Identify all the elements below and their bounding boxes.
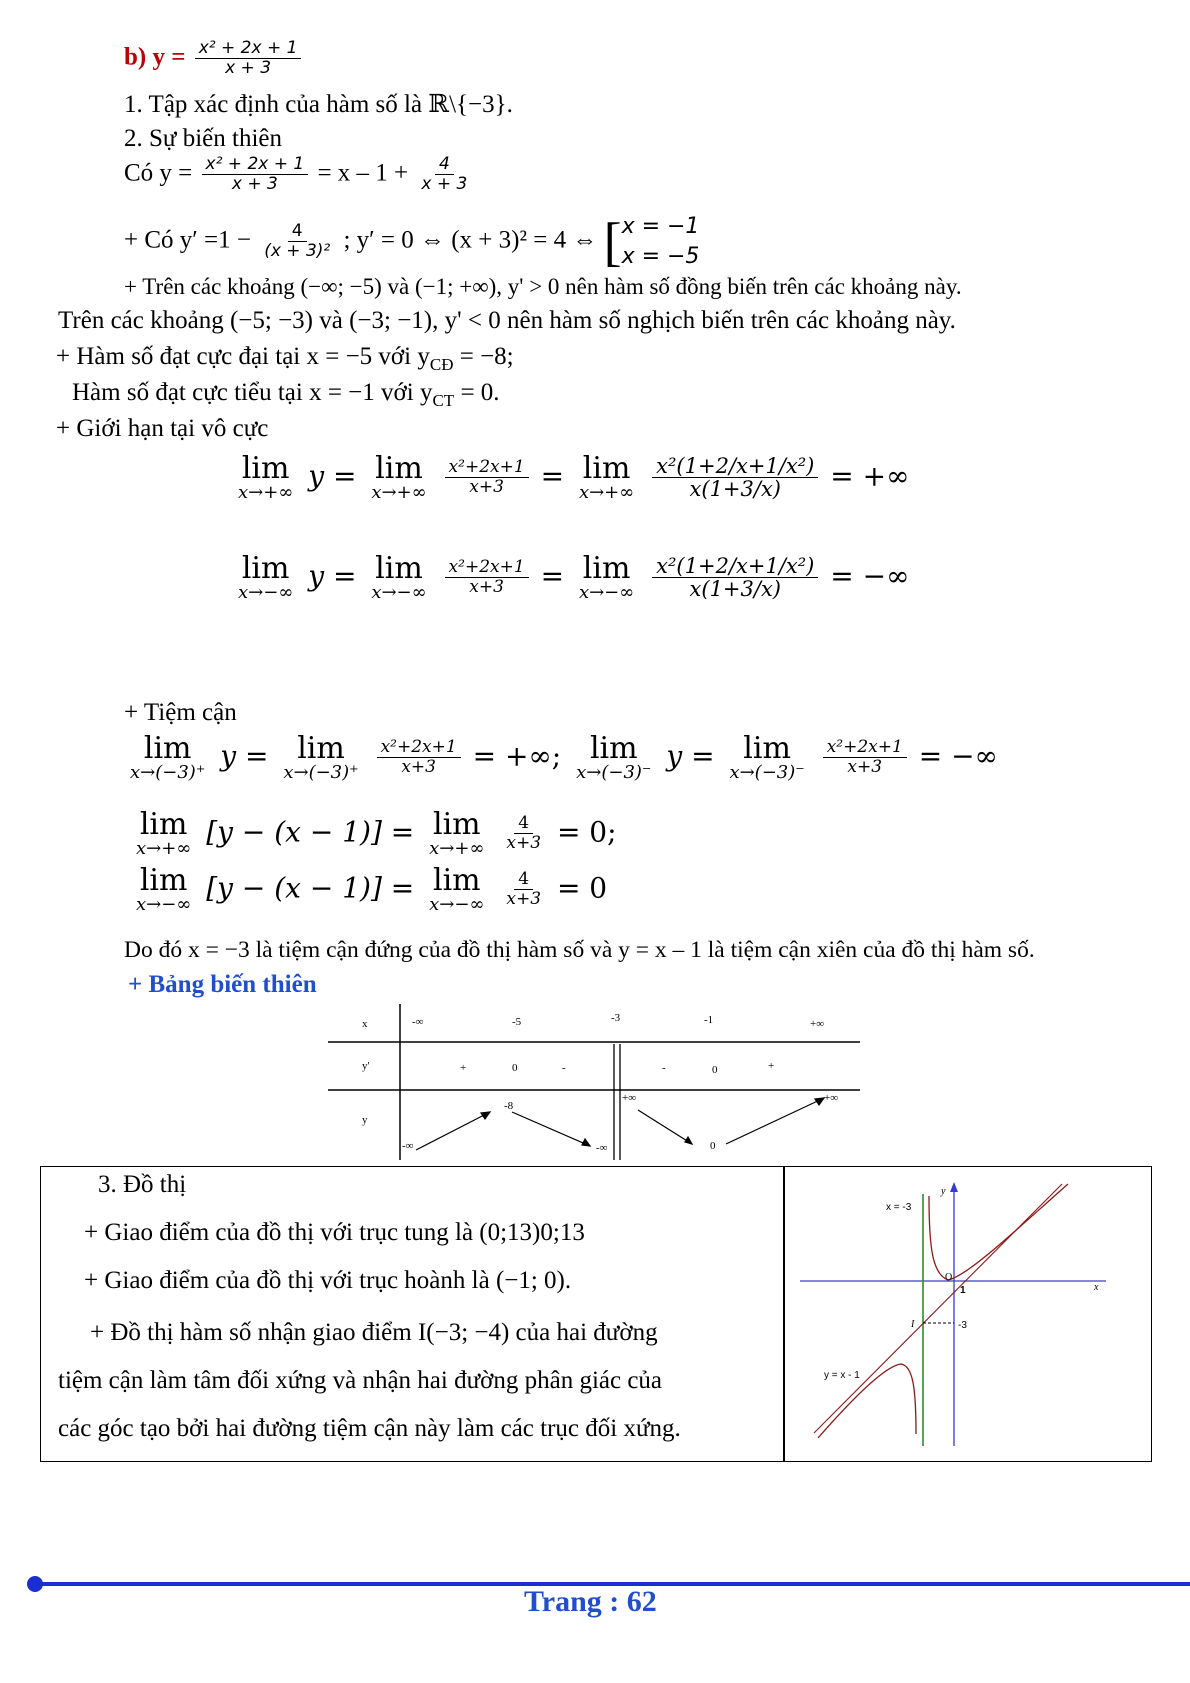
table-x-val: -1 bbox=[704, 1014, 714, 1026]
lim-eq: = bbox=[244, 739, 269, 773]
table-y-val: -∞ bbox=[596, 1142, 608, 1154]
deriv-system: [ x = −1 x = −5 bbox=[603, 212, 700, 272]
oblique-limit-pos bbox=[130, 807, 617, 859]
table-row-yprime: y' bbox=[362, 1060, 370, 1072]
table-yp-val: - bbox=[662, 1062, 666, 1074]
lim-word: lim bbox=[375, 451, 423, 486]
table-x-val: +∞ bbox=[810, 1018, 825, 1030]
deriv-rest: ; y′ = 0 ⇔ (x + 3)² = 4 ⇔ bbox=[343, 226, 598, 254]
lim-word: lim bbox=[297, 731, 345, 766]
lim-frac-num: x²+2x+1 bbox=[445, 459, 529, 478]
increasing-line: + Trên các khoảng (−∞; −5) và (−1; +∞), y' > 0 nên hàm số đồng biến trên các khoảng này. bbox=[124, 274, 962, 299]
rewrite-frac1 bbox=[202, 156, 309, 194]
lim-sub: x→(−3)⁻ bbox=[729, 762, 805, 783]
table-y-val: +∞ bbox=[824, 1092, 839, 1104]
table-yp-val: + bbox=[768, 1060, 775, 1072]
header-denominator: x + 3 bbox=[225, 57, 272, 78]
domain-line: 1. Tập xác định của hàm số là ℝ\{−3}. bbox=[124, 91, 513, 118]
lim-result: = −∞ bbox=[830, 559, 910, 593]
x-axis-label: x bbox=[1094, 1282, 1099, 1293]
lim-result: = +∞; bbox=[472, 739, 562, 773]
deriv-prefix: + Có y′ =1 − bbox=[124, 226, 251, 254]
lim-frac-num: x²+2x+1 bbox=[823, 739, 907, 758]
lim-word: lim bbox=[139, 807, 188, 842]
lim-sub: x→+∞ bbox=[238, 482, 294, 503]
table-yp-val: + bbox=[460, 1062, 467, 1074]
y-axis-arrow bbox=[950, 1182, 958, 1192]
lim-y: y bbox=[308, 459, 325, 493]
rewrite-prefix: Có y = bbox=[124, 159, 193, 187]
max-end: = −8; bbox=[453, 343, 514, 370]
lim-sub: x→−∞ bbox=[136, 894, 192, 915]
deriv-sol1: x = −1 bbox=[621, 214, 700, 239]
graph-divider bbox=[783, 1167, 785, 1461]
lim-sub: x→+∞ bbox=[136, 838, 192, 859]
table-yp-val: 0 bbox=[512, 1062, 518, 1074]
limit-pos-inf bbox=[232, 451, 910, 503]
lim-frac bbox=[445, 559, 529, 597]
lim-word: lim bbox=[582, 551, 631, 586]
rewrite-num2: 4 bbox=[435, 156, 454, 175]
lim-result: = 0; bbox=[556, 815, 617, 849]
lim-sub: x→(−3)⁺ bbox=[130, 762, 206, 783]
page-number: Trang : 62 bbox=[524, 1585, 657, 1618]
lim-result: = 0 bbox=[556, 871, 608, 905]
deriv-frac bbox=[260, 223, 334, 261]
lim-sub: x→(−3)⁺ bbox=[283, 762, 359, 783]
max-sub: CĐ bbox=[429, 355, 454, 374]
part-b-header bbox=[124, 40, 304, 78]
rewrite-den2: x + 3 bbox=[421, 173, 468, 194]
lim-result: = +∞ bbox=[830, 459, 910, 493]
four-num: 4 bbox=[514, 871, 533, 890]
decreasing-line: Trên các khoảng (−5; −3) và (−3; −1), y' < 0 nên hàm số nghịch biến trên các khoảng này. bbox=[58, 307, 956, 334]
variation-table-heading: + Bảng biến thiên bbox=[128, 971, 317, 998]
max-line bbox=[56, 342, 514, 380]
lim-word: lim bbox=[432, 863, 481, 898]
lim-sub: x→−∞ bbox=[371, 582, 427, 603]
lim-frac-den: x+3 bbox=[506, 889, 542, 910]
lim-eq: = bbox=[540, 459, 565, 493]
table-row-y: y bbox=[362, 1114, 368, 1126]
lim-fact-num: x²(1+2/x+1/x²) bbox=[652, 555, 818, 578]
lim-eq: = bbox=[332, 559, 357, 593]
lim-eq: = bbox=[390, 815, 415, 849]
asymptote-conclusion: Do đó x = −3 là tiệm cận đứng của đồ thị hàm số và y = x – 1 là tiệm cận xiên của đồ thị hàm số. bbox=[124, 937, 1035, 963]
lim-word: lim bbox=[241, 551, 290, 586]
lim-frac bbox=[823, 739, 907, 777]
lim-fact-frac bbox=[652, 455, 818, 501]
table-y-val: -8 bbox=[504, 1100, 514, 1112]
center-label: I bbox=[911, 1319, 915, 1330]
rewrite-mid: = x – 1 + bbox=[317, 159, 409, 187]
lim-word: lim bbox=[139, 863, 188, 898]
min-text: Hàm số đạt cực tiểu tại x = −1 với y bbox=[72, 379, 433, 406]
limit-heading: + Giới hạn tại vô cực bbox=[56, 415, 269, 442]
graph-title: 3. Đồ thị bbox=[98, 1171, 187, 1198]
table-y-val: 0 bbox=[710, 1140, 716, 1152]
lim-sub: x→−∞ bbox=[578, 582, 635, 603]
lim-frac-den: x+3 bbox=[506, 833, 542, 854]
lim-eq: = bbox=[390, 871, 415, 905]
lim-fact-den: x(1+3/x) bbox=[689, 476, 781, 501]
symmetry-line-1: + Đồ thị hàm số nhận giao điểm I(−3; −4) của hai đường bbox=[90, 1319, 658, 1346]
lim-y: y bbox=[666, 739, 683, 773]
limit-neg-inf bbox=[232, 551, 910, 603]
lim-word: lim bbox=[582, 451, 631, 486]
oblique-asymptote bbox=[814, 1184, 1062, 1433]
lim-sub: x→(−3)⁻ bbox=[576, 762, 652, 783]
oblique-expr: [y − (x − 1)] bbox=[206, 815, 382, 849]
function-graph bbox=[798, 1176, 1110, 1448]
deriv-den: (x + 3)² bbox=[264, 241, 331, 262]
min-sub: CT bbox=[432, 391, 455, 410]
lim-eq: = bbox=[332, 459, 357, 493]
lim-word: lim bbox=[375, 551, 423, 586]
lim-sub: x→−∞ bbox=[238, 582, 294, 603]
deriv-sol2: x = −5 bbox=[621, 244, 700, 269]
lim-frac-den: x+3 bbox=[469, 577, 504, 598]
oblique-expr: [y − (x − 1)] bbox=[206, 871, 382, 905]
lim-eq: = bbox=[691, 739, 715, 773]
min-end: = 0. bbox=[454, 379, 500, 406]
asymptote-heading: + Tiệm cận bbox=[124, 699, 237, 726]
lim-word: lim bbox=[432, 807, 481, 842]
lim-frac-den: x+3 bbox=[469, 477, 504, 498]
oblique-limit-neg bbox=[130, 863, 608, 915]
table-row-x: x bbox=[362, 1018, 368, 1030]
y-intercept-line: + Giao điểm của đồ thị với trục tung là (0;13)0;13 bbox=[84, 1219, 585, 1246]
lim-frac bbox=[445, 459, 529, 497]
x-intercept-line: + Giao điểm của đồ thị với trục hoành là (−1; 0). bbox=[84, 1267, 572, 1294]
symmetry-line-2: tiệm cận làm tâm đối xứng và nhận hai đường phân giác của bbox=[58, 1367, 663, 1394]
lim-y: y bbox=[308, 559, 325, 593]
rewrite-den: x + 3 bbox=[231, 173, 278, 194]
table-x-val: -5 bbox=[512, 1016, 522, 1028]
table-yp-val: 0 bbox=[712, 1064, 718, 1076]
variation-heading: 2. Sự biến thiên bbox=[124, 125, 282, 152]
lim-word: lim bbox=[743, 731, 791, 766]
lim-fact-den: x(1+3/x) bbox=[689, 576, 781, 601]
min-line bbox=[72, 378, 500, 416]
lim-frac-den: x+3 bbox=[401, 757, 436, 778]
rewrite-line bbox=[124, 156, 474, 194]
lim-frac-den: x+3 bbox=[847, 757, 883, 778]
lim-y: y bbox=[220, 739, 237, 773]
lim-result: = −∞ bbox=[918, 739, 998, 773]
one-label: 1 bbox=[960, 1285, 966, 1296]
table-y-val: -∞ bbox=[402, 1140, 414, 1152]
va-label: x = -3 bbox=[886, 1202, 912, 1213]
table-x-val: -∞ bbox=[412, 1016, 424, 1028]
four-num: 4 bbox=[514, 815, 533, 834]
lim-frac bbox=[377, 739, 461, 777]
lim-frac-num: x²+2x+1 bbox=[377, 739, 461, 758]
lim-frac bbox=[502, 815, 545, 853]
lim-fact-num: x²(1+2/x+1/x²) bbox=[652, 455, 818, 478]
lim-word: lim bbox=[241, 451, 290, 486]
table-x-val: -3 bbox=[611, 1012, 621, 1024]
rewrite-frac2 bbox=[417, 156, 471, 194]
lim-sub: x→−∞ bbox=[429, 894, 485, 915]
lim-sub: x→+∞ bbox=[578, 482, 635, 503]
lim-frac bbox=[502, 871, 545, 909]
lim-sub: x→+∞ bbox=[429, 838, 485, 859]
origin-label: O bbox=[945, 1272, 953, 1283]
rewrite-num: x² + 2x + 1 bbox=[202, 156, 309, 175]
table-y-val: +∞ bbox=[622, 1092, 637, 1104]
lim-frac-num: x²+2x+1 bbox=[445, 559, 529, 578]
lim-word: lim bbox=[589, 731, 638, 766]
y-axis-label: y bbox=[941, 1186, 946, 1197]
variation-table bbox=[328, 1004, 860, 1160]
neg3-label: -3 bbox=[958, 1320, 967, 1331]
header-numerator: x² + 2x + 1 bbox=[195, 40, 302, 59]
graph-svg bbox=[798, 1176, 1110, 1448]
table-yp-val: - bbox=[562, 1062, 566, 1074]
derivative-line bbox=[124, 212, 699, 272]
max-text: + Hàm số đạt cực đại tại x = −5 với y bbox=[56, 343, 430, 370]
part-label: b) y = bbox=[124, 43, 186, 71]
lim-sub: x→+∞ bbox=[371, 482, 427, 503]
vertical-asymptote-limits bbox=[124, 731, 998, 783]
variation-table-lines bbox=[328, 1004, 860, 1160]
header-fraction bbox=[195, 40, 302, 78]
lim-eq: = bbox=[540, 559, 565, 593]
lim-word: lim bbox=[143, 731, 192, 766]
oa-label: y = x - 1 bbox=[824, 1370, 860, 1381]
deriv-num: 4 bbox=[288, 223, 307, 242]
lim-fact-frac bbox=[652, 555, 818, 601]
symmetry-line-3: các góc tạo bởi hai đường tiệm cận này làm các trục đối xứng. bbox=[58, 1415, 681, 1442]
